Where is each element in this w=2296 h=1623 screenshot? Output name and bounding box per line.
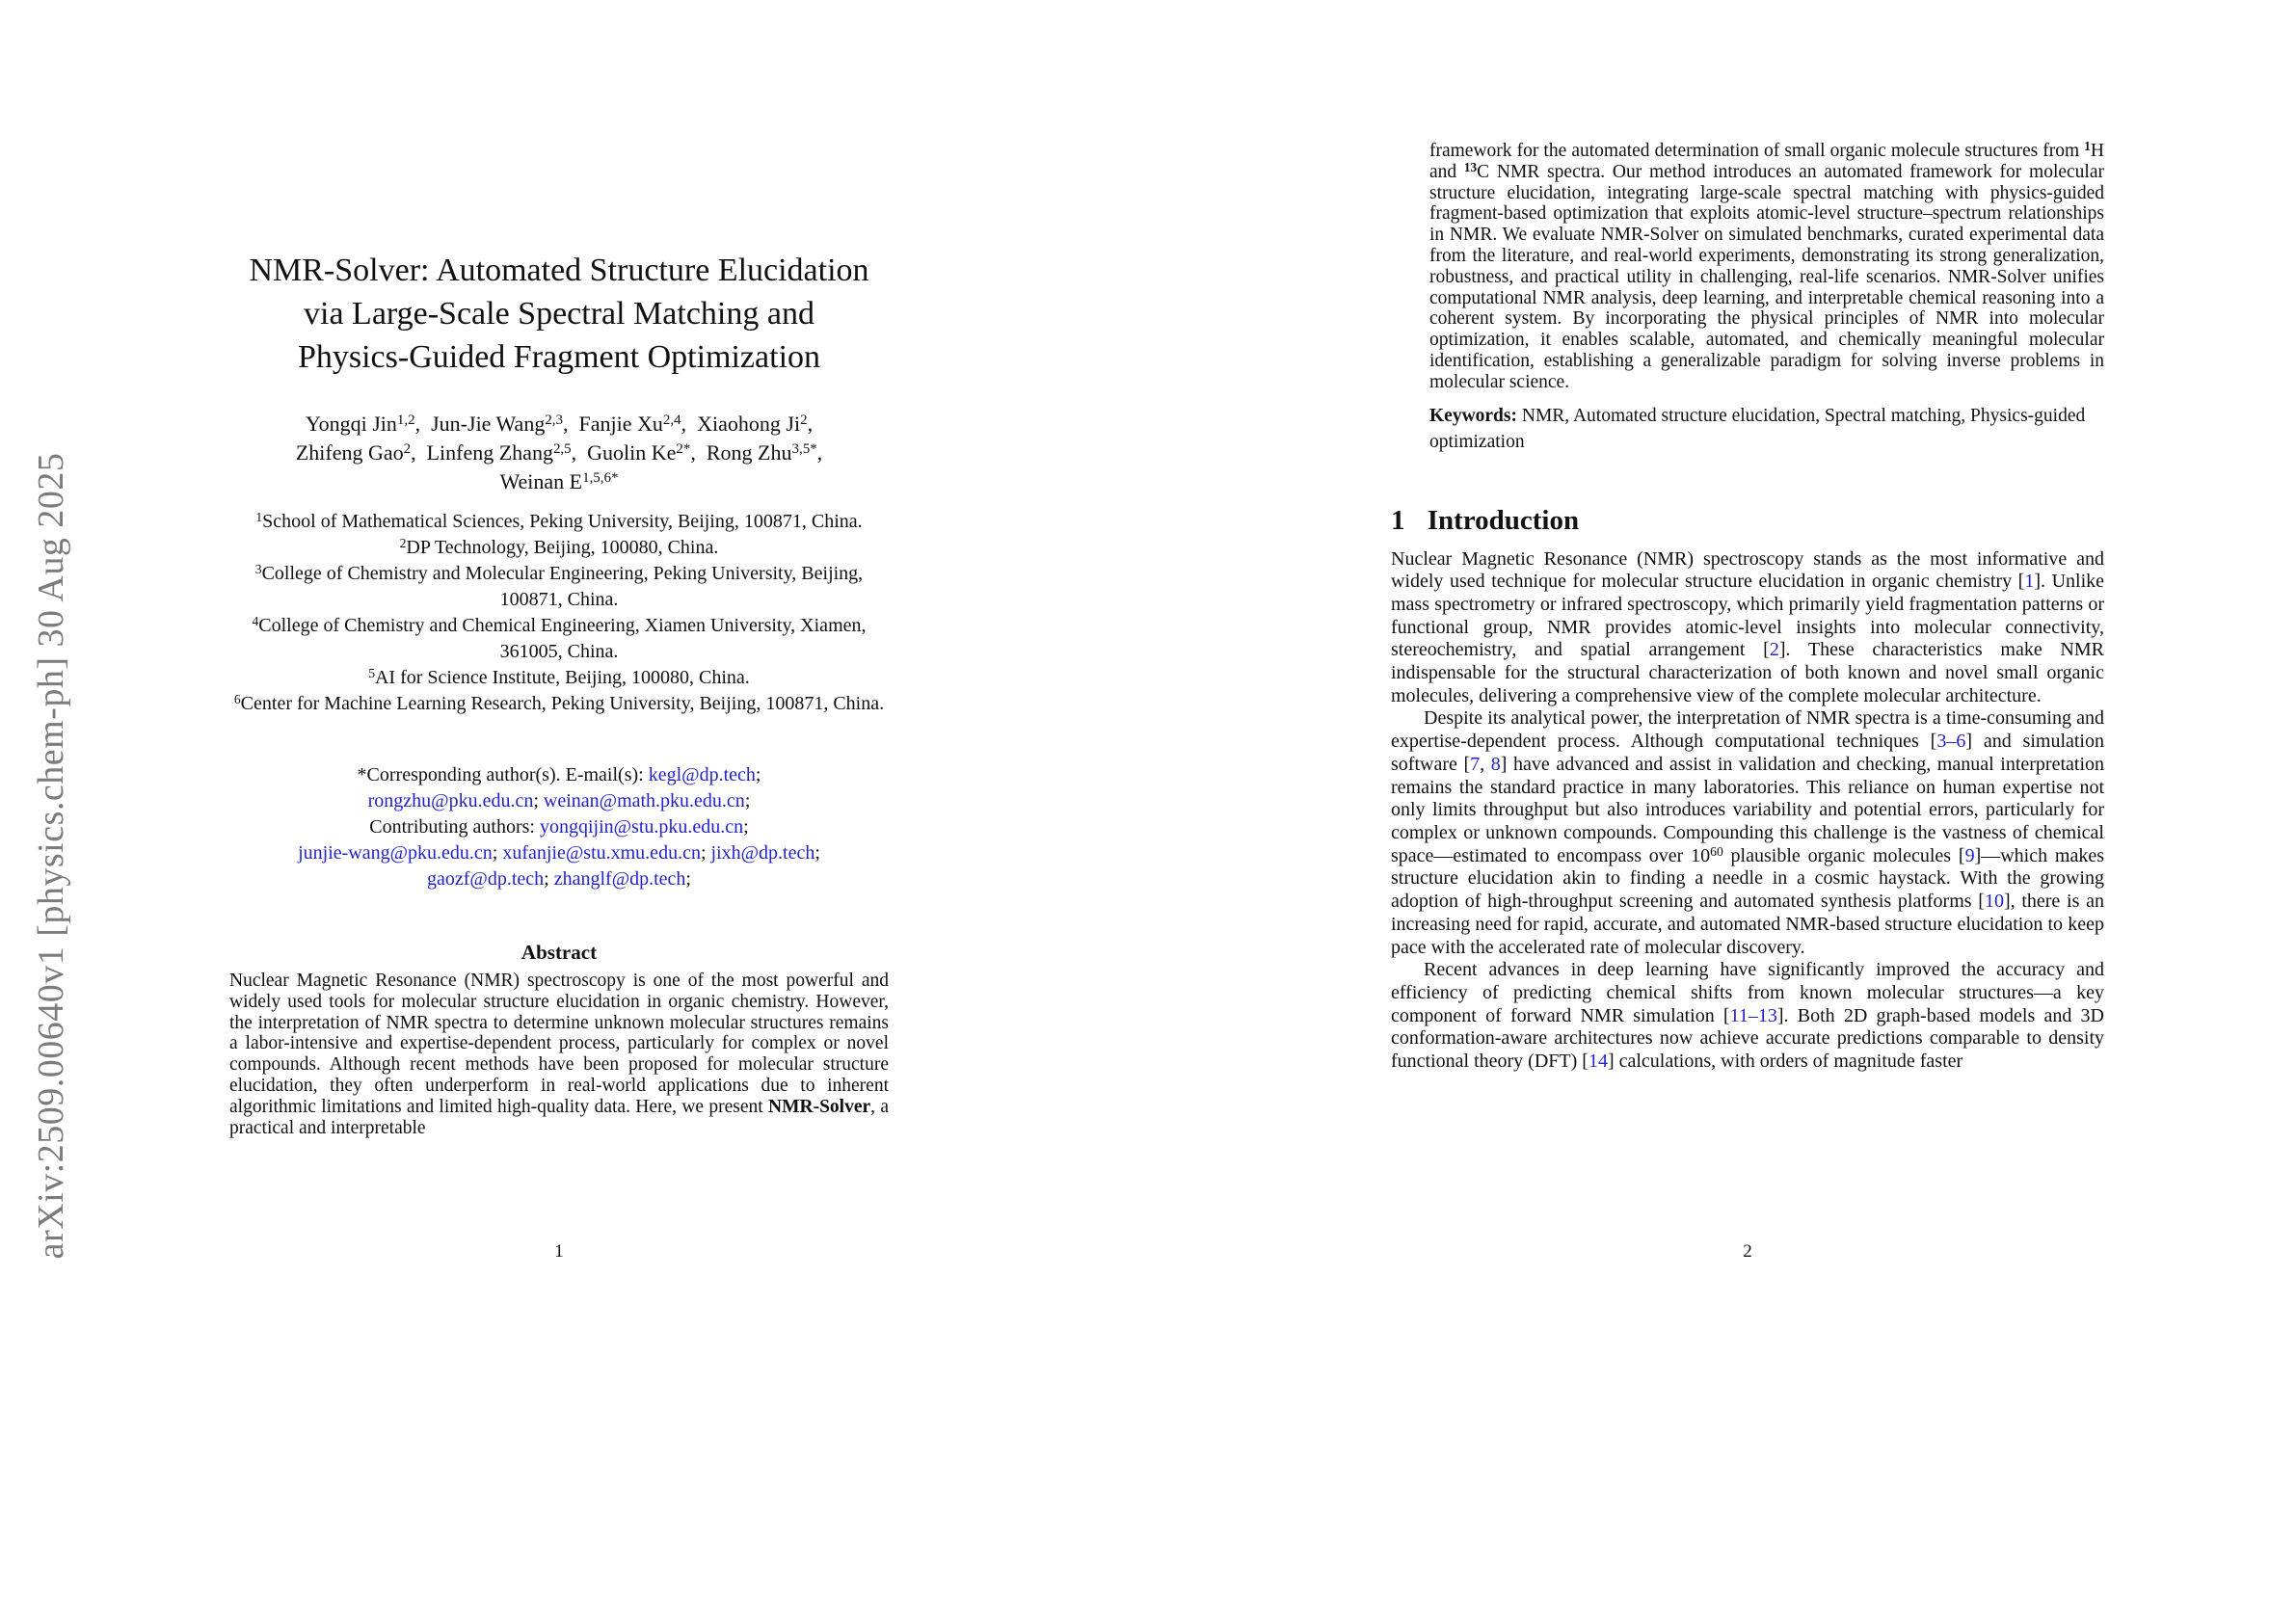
text-run: 3,5* [791, 441, 817, 458]
section-number: 1 [1391, 504, 1405, 536]
abstract-text-page1 [222, 971, 896, 1138]
page-2 [1391, 0, 2105, 1262]
paper-title-line-3: Physics-Guided Fragment Optimization [297, 339, 821, 375]
page-number-1: 1 [554, 1241, 564, 1262]
text-run: 13 [1463, 159, 1478, 174]
text-run: 2 [403, 441, 412, 458]
text-run: 1,2 [396, 412, 415, 429]
text-run: H and [1429, 141, 2104, 182]
text-run: ; [755, 764, 761, 785]
text-line [222, 410, 896, 439]
text-run: ]—which makes structure elucidation akin to finding a needle in a cosmic haystack. With the growing adoption of high-throughput screening and automated synthesis platforms [ [1391, 844, 2105, 913]
text-run: ; [544, 868, 554, 890]
text-run: *Corresponding author(s). E-mail(s): [357, 764, 649, 785]
text-run: Despite its analytical power, the interpretation of NMR spectra is a time-consuming and expertise-dependent process. Although computational techniques [ [1391, 707, 2104, 753]
text-run: 2 [800, 412, 808, 429]
affiliation-text: AI for Science Institute, Beijing, 100080, China. [374, 667, 750, 688]
text-run: , a practical and interpretable [229, 1096, 889, 1138]
affiliation-item [222, 535, 896, 561]
text-line [222, 467, 896, 496]
text-run: 2,3 [545, 412, 564, 429]
abstract-heading: Abstract [521, 941, 598, 964]
email-link[interactable]: xufanjie@stu.xmu.edu.cn [502, 842, 701, 864]
text-run: ]. Both 2D graph-based models and 3D conformation-aware architectures now achieve accurate predictions comparable to density functional theory (DFT) [ [1391, 1004, 2104, 1073]
text-run: , [807, 412, 814, 436]
email-link[interactable]: gaozf@dp.tech [427, 868, 545, 890]
page-number-2: 2 [1743, 1241, 1752, 1262]
citation-link[interactable]: 2 [1769, 639, 1779, 661]
citation-link[interactable]: 10 [1984, 891, 2004, 913]
affiliation-item [222, 509, 896, 535]
text-run: framework for the automated determination of small organic molecule structures from [1429, 141, 2085, 161]
text-run: 1 [2084, 139, 2091, 154]
text-run: , Jun-Jie Wang [414, 412, 546, 436]
contact-block [222, 762, 896, 892]
text-run: Recent advances in deep learning have significantly improved the accuracy and efficiency of predicting chemical shifts from known molecular structures—a key component of forward NMR simulation [ [1391, 959, 2104, 1026]
text-run: ; [814, 842, 820, 864]
text-run: , [816, 440, 823, 465]
paper-title-line-2: via Large-Scale Spectral Matching and [304, 296, 814, 332]
citation-link[interactable]: 8 [1490, 753, 1501, 775]
email-link[interactable]: rongzhu@pku.edu.cn [367, 790, 534, 812]
affiliation-item [222, 691, 896, 717]
email-link[interactable]: weinan@math.pku.edu.cn [543, 790, 745, 812]
paper-title-line-1: NMR-Solver: Automated Structure Elucidation [249, 253, 869, 288]
affiliation-item [222, 561, 896, 613]
email-link[interactable]: junjie-wang@pku.edu.cn [298, 842, 493, 864]
section-title: Introduction [1427, 504, 1580, 536]
text-run: , Guolin Ke [571, 440, 677, 465]
text-run: NMR, Automated structure elucidation, Spectral matching, Physics-guided optimization [1429, 405, 2086, 452]
text-run: ; [492, 842, 503, 864]
affiliation-text: DP Technology, Beijing, 100080, China. [406, 537, 719, 558]
citation-link[interactable]: 1 [2024, 571, 2035, 593]
affiliation-number: 3 [254, 561, 262, 576]
email-link[interactable]: kegl@dp.tech [648, 764, 756, 785]
text-run: 1,5,6* [582, 470, 619, 487]
text-run: Keywords: [1429, 405, 1517, 426]
text-run: ; [743, 816, 749, 838]
text-line [222, 439, 896, 467]
text-line [222, 814, 896, 840]
text-line [222, 788, 896, 814]
body-paragraph [1391, 707, 2104, 959]
affiliation-text: Center for Machine Learning Research, Peking University, Beijing, 100871, China. [240, 693, 885, 714]
body-paragraph [1391, 959, 2104, 1074]
text-run: ; [533, 790, 544, 812]
email-link[interactable]: zhanglf@dp.tech [553, 868, 686, 890]
text-line [222, 840, 896, 866]
text-run: ; [685, 868, 691, 890]
abstract-text-page2 [1391, 141, 2104, 393]
text-run: Contributing authors: [369, 816, 540, 838]
text-run: , Xiaohong Ji [681, 412, 801, 436]
section-heading-introduction [1391, 505, 2104, 537]
text-run: ] have advanced and assist in validation and checking, manual interpretation remains the standard practice in many laboratories. This reliance on human expertise not only limits throughput but also introduces variability and potential errors, particularly for complex or unknown compounds. Compounding this challenge is the vastness of chemical space—estimated to encompass over 10 [1391, 753, 2104, 866]
text-line [222, 762, 896, 788]
citation-link[interactable]: 14 [1588, 1051, 1608, 1073]
affiliation-item [222, 665, 896, 691]
paper-title [222, 249, 896, 379]
citation-link[interactable]: 7 [1470, 753, 1481, 775]
text-run: plausible organic molecules [ [1722, 844, 1965, 866]
text-run: ; [700, 842, 711, 864]
text-run: Zhifeng Gao [295, 440, 404, 465]
affiliation-number: 6 [233, 691, 241, 706]
citation-link[interactable]: 3–6 [1936, 731, 1966, 753]
citation-link[interactable]: 11–13 [1729, 1004, 1777, 1026]
affiliation-text: College of Chemistry and Molecular Engineering, Peking University, Beijing, 100871, China. [261, 563, 864, 610]
text-run: Weinan E [499, 469, 583, 493]
text-run: 2* [676, 441, 691, 458]
citation-link[interactable]: 9 [1964, 844, 1975, 866]
affiliation-text: College of Chemistry and Chemical Engineering, Xiamen University, Xiamen, 361005, China. [258, 615, 867, 662]
text-run: Nuclear Magnetic Resonance (NMR) spectroscopy is one of the most powerful and widely used tools for molecular structure elucidation in organic chemistry. However, the interpretation of NMR spectra to determine unknown molecular structures remains a labor-intensive and expertise-dependent process, particularly for complex or novel compounds. Although recent methods have been proposed for molecular structure elucidation, they often underperform in real-world applications due to inherent algorithmic limitations and limited high-quality data. Here, we present [229, 971, 889, 1117]
affiliation-number: 1 [255, 509, 263, 524]
text-line [222, 866, 896, 892]
body-paragraph [1391, 548, 2104, 708]
arxiv-watermark: arXiv:2509.00640v1 [physics.chem-ph] 30 Aug 2025 [31, 452, 71, 1260]
introduction-body [1391, 548, 2104, 1074]
affiliation-number: 5 [368, 665, 375, 680]
text-run: 2,5 [552, 441, 572, 458]
text-run: 2,4 [662, 412, 681, 429]
text-run: , [1480, 753, 1491, 775]
text-run: C NMR spectra. Our method introduces an automated framework for molecular structure elucidation, integrating large-scale spectral matching with physics-guided fragment-based optimization that exploits atomic-level structure–spectrum relationships in NMR. We evaluate NMR-Solver on simulated benchmarks, curated experimental data from the literature, and real-world experiments, demonstrating its strong generalization, robustness, and practical utility in challenging, real-life scenarios. NMR-Solver unifies computational NMR analysis, deep learning, and interpretable chemical reasoning into a coherent system. By incorporating the physical principles of NMR into molecular optimization, it enables scalable, automated, and chemically meaningful molecular identification, establishing a generalizable paradigm for solving inverse problems in molecular science. [1429, 161, 2105, 392]
text-run: ] calculations, with orders of magnitude faster [1607, 1051, 1963, 1073]
text-run: ] and simulation software [ [1391, 731, 2104, 775]
text-run: 60 [1710, 843, 1723, 859]
email-link[interactable]: yongqijin@stu.pku.edu.cn [539, 816, 744, 838]
affiliation-text: School of Mathematical Sciences, Peking University, Beijing, 100871, China. [262, 511, 863, 532]
affiliation-number: 4 [252, 613, 259, 628]
author-list [222, 410, 896, 496]
text-run: , Rong Zhu [690, 440, 792, 465]
text-run: , Linfeng Zhang [411, 440, 553, 465]
text-run: ], there is an increasing need for rapid, accurate, and automated NMR-based structure elucidation to keep pace with the accelerated rate of molecular discovery. [1391, 891, 2104, 958]
text-run: Yongqi Jin [305, 412, 397, 436]
email-link[interactable]: jixh@dp.tech [710, 842, 815, 864]
affiliation-list [222, 509, 896, 717]
text-run: , Fanjie Xu [563, 412, 663, 436]
text-run: ]. Unlike mass spectrometry or infrared spectroscopy, which primarily yield fragmentation patterns or functional group, NMR provides atomic-level insights into molecular connectivity, stereochemistry, and spatial arrangement [ [1391, 571, 2105, 661]
page-1 [222, 0, 896, 1262]
text-run: NMR-Solver [768, 1096, 871, 1117]
text-run: ; [744, 790, 751, 812]
affiliation-item [222, 613, 896, 665]
affiliation-number: 2 [399, 535, 407, 550]
keywords-line [1391, 403, 2104, 455]
text-run: Nuclear Magnetic Resonance (NMR) spectroscopy stands as the most informative and widely used technique for molecular structure elucidation in organic chemistry [ [1391, 547, 2104, 593]
text-run: ]. These characteristics make NMR indispensable for the structural characterization of both known and novel small organic molecules, delivering a comprehensive view of the complete molecular architecture. [1391, 639, 2104, 706]
